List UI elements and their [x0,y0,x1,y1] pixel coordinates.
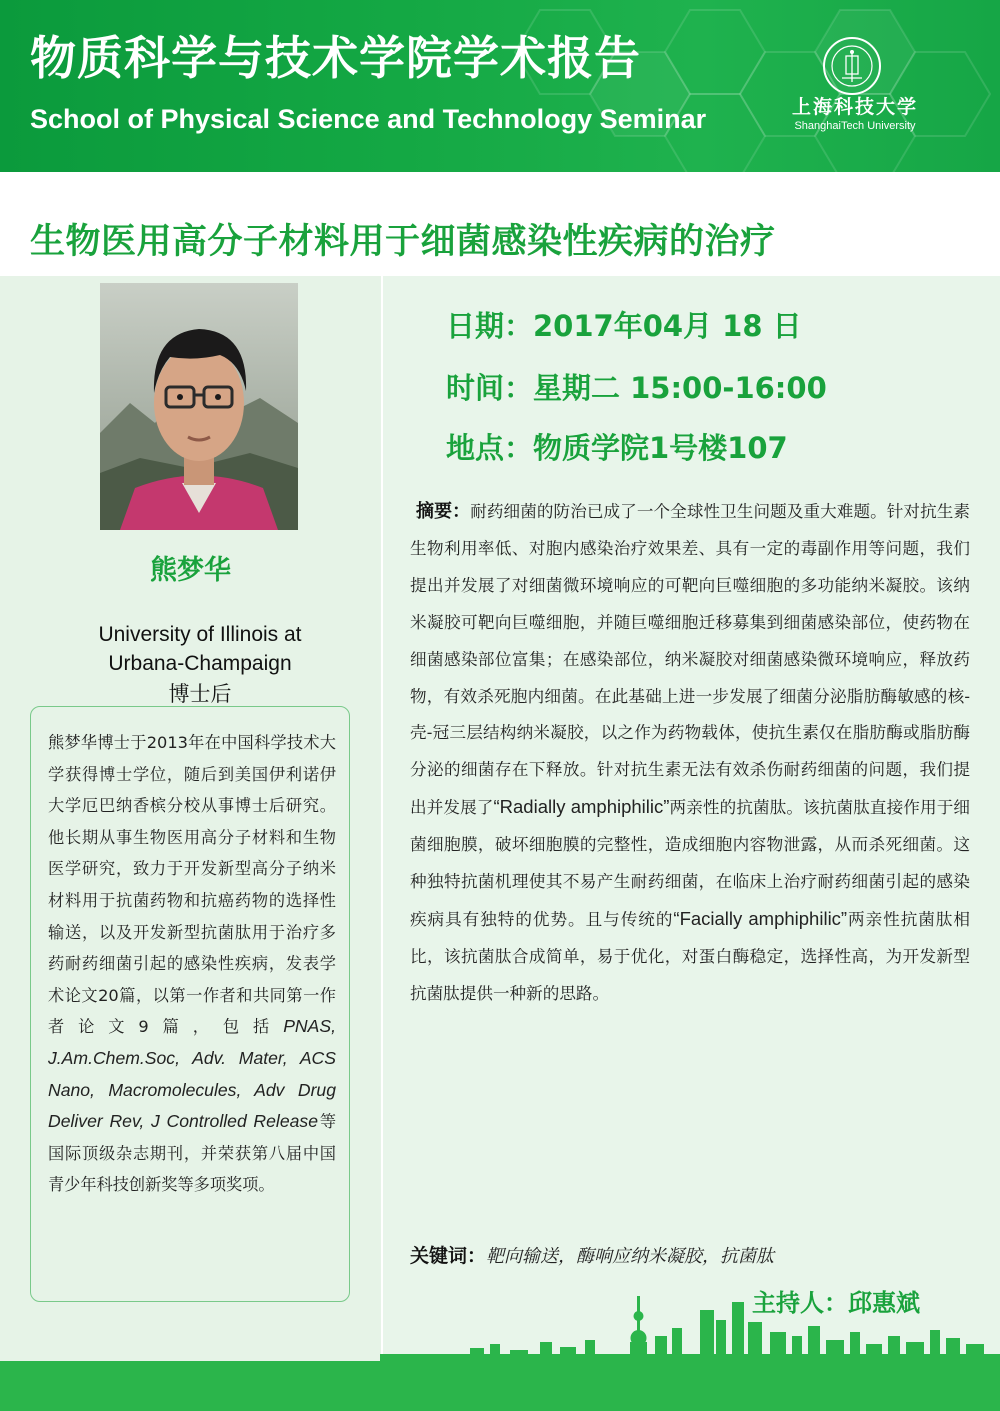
abstract-label: 摘要： [416,501,471,522]
university-name-en: ShanghaiTech University [794,120,916,132]
abstract-text: 两亲性的抗菌肽。该抗菌肽直接作用于细菌细胞膜，破坏细胞膜的完整性，造成细胞内容物泄露，从而杀死细菌。这种独特抗菌机理使其不易产生耐药细菌，在临床上治疗耐药细菌引起的感染疾病具有独特的优势。且与传统的 [410,798,970,929]
bio-text: 熊梦华博士于2013年在中国科学技术大学获得博士学位，随后到美国伊利诺伊大学厄巴纳香槟分校从事博士后研究。他长期从事生物医用高分子材料和生物医学研究，致力于开发新型高分子纳米材料用于抗菌药物和抗癌药物的选择性输送，以及开发新型抗菌肽用于治疗多药耐药细菌引起的感染性疾病，发表学术论文20篇，以第一作者和共同第一作者论文9篇，包括 [48,733,336,1037]
speaker-position: 博士后 [168,682,232,706]
speaker-name: 熊梦华 [150,555,231,586]
speaker-bio [48,727,336,1201]
talk-title: 生物医用高分子材料用于细菌感染性疾病的治疗 [30,222,776,262]
school-seminar-title-en: School of Physical Science and Technology Seminar [30,104,707,134]
footer-band [0,1361,1000,1411]
event-time: 时间：星期二 15:00-16:00 [446,371,827,405]
abstract-text: 耐药细菌的防治已成了一个全球性卫生问题及重大难题。针对抗生素生物利用率低、对胞内感染治疗效果差、具有一定的毒副作用等问题，我们提出并发展了对细菌微环境响应的可靶向巨噬细胞的多功能纳米凝胶。该纳米凝胶可靶向巨噬细胞，并随巨噬细胞迁移募集到细菌感染部位，使药物在细菌感染部位富集；在感染部位，纳米凝胶对细菌感染微环境响应，释放药物，有效杀死胞内细菌。在此基础上进一步发展了细菌分泌脂肪酶敏感的核-壳-冠三层结构纳米凝胶，以之作为药物载体，使抗生素仅在脂肪酶或脂肪酶分泌的细菌存在下释放。针对抗生素无法有效杀伤耐药细菌的问题，我们提出并发展了 [410,502,971,818]
university-name-zh: 上海科技大学 [791,96,918,118]
event-date: 日期：2017年04月 18 日 [446,309,802,343]
affiliation-line: University of Illinois at [98,623,302,646]
event-venue: 地点：物质学院1号楼107 [446,431,788,465]
bio-publications: PNAS, J.Am.Chem.Soc, Adv. Mater, ACS Nano, Macromolecules, Adv Drug Deliver Rev, J Controlled Release [48,1016,336,1132]
abstract [410,494,970,1013]
host: 主持人：邱惠斌 [752,1289,920,1317]
header-banner [0,0,1000,172]
speaker-photo [100,283,298,530]
abstract-term: “Facially amphiphilic” [673,907,848,929]
speaker-affiliation [40,620,360,678]
school-seminar-title-zh: 物质科学与技术学院学术报告 [30,31,641,85]
bio-text: 等国际顶级杂志期刊，并荣获第八届中国青少年科技创新奖等多项奖项。 [48,1112,337,1195]
keywords-label: 关键词： [410,1245,487,1267]
city-skyline-icon [380,1292,1000,1364]
abstract-text: 两亲性抗菌肽相比，该抗菌肽合成简单，易于优化，对蛋白酶稳定，选择性高，为开发新型抗菌肽提供一种新的思路。 [410,909,971,1003]
keywords [410,1241,970,1268]
panel-divider [381,276,383,1356]
university-seal-icon [822,36,882,96]
abstract-term: “Radially amphiphilic” [493,796,670,818]
affiliation-line: Urbana-Champaign [108,652,292,675]
keywords-value: 靶向输送，酶响应纳米凝胶，抗菌肽 [486,1246,775,1267]
